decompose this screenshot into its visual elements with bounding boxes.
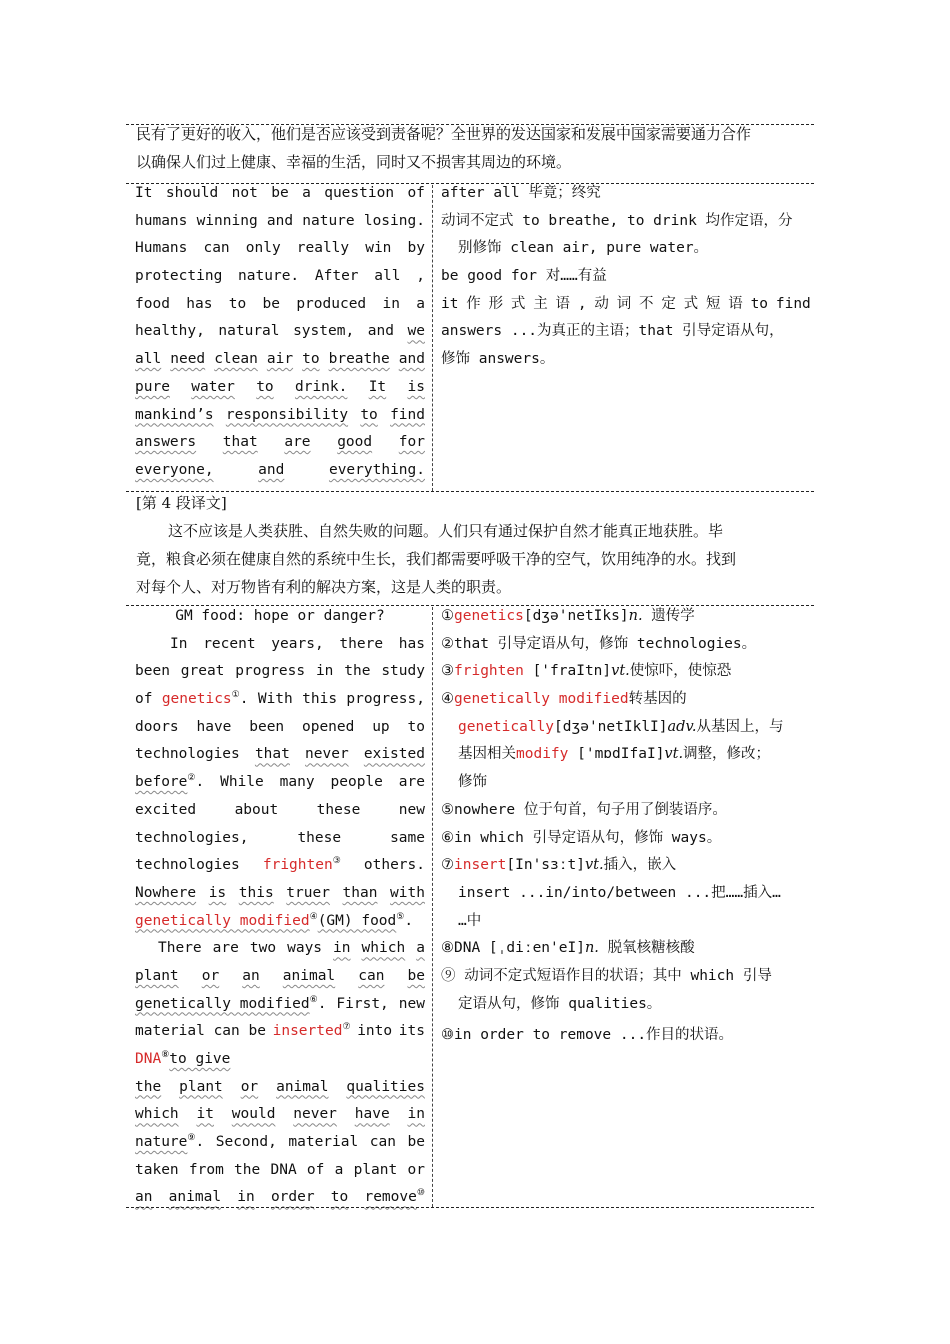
note-token: 式 [510, 295, 526, 312]
word: new [398, 801, 425, 818]
word: protecting [135, 268, 223, 285]
passage-line: genetically modified⑥. First, new [135, 994, 425, 1012]
word: all [135, 351, 162, 368]
passage-line: Nowhere is this truer than with [135, 884, 425, 901]
vocab-dna: DNA [135, 1051, 162, 1067]
passage-line [135, 658, 425, 686]
word: nature. [238, 268, 300, 285]
word: opened [301, 718, 355, 735]
word: need [170, 351, 206, 368]
word: to [228, 295, 247, 312]
note-token: 形 [488, 295, 504, 312]
word: progress [235, 663, 306, 680]
note-token: find [775, 295, 811, 312]
word: technologies, [135, 829, 249, 846]
translation-paragraph-4 [136, 489, 808, 601]
passage-line [135, 402, 425, 430]
word: plant [179, 1078, 223, 1095]
word: Humans [135, 240, 188, 257]
note-7-usage: insert ...in/into/between ...把……插入… [458, 884, 781, 901]
word: would [231, 1106, 276, 1123]
word: food [135, 295, 170, 312]
word: about [234, 801, 279, 818]
note-10: ⑩in order to remove ...作目的状语。 [441, 1027, 734, 1044]
word: recent [203, 635, 256, 652]
word: or [407, 1161, 425, 1178]
text-line: 对每个人、对万物皆有利的解决方案，这是人类的职责。 [136, 578, 512, 596]
word: After [314, 268, 359, 285]
passage-line [135, 180, 425, 208]
divider [126, 1207, 814, 1208]
word: It [135, 185, 153, 201]
word: animal [276, 1078, 329, 1095]
word: that [222, 434, 258, 451]
word: animal [282, 967, 336, 984]
word: In [170, 635, 188, 652]
passage-title: GM food: hope or danger? [175, 608, 385, 624]
passage-line [135, 429, 425, 457]
gm-food-notes [441, 603, 811, 1050]
word: only [245, 240, 281, 257]
word: and [266, 212, 294, 229]
note-token: 语 [728, 295, 743, 312]
word: taken [135, 1161, 179, 1178]
passage-line: of genetics①. With this progress, [135, 690, 425, 708]
word: been [249, 718, 285, 735]
passage-line: an animal in order to remove⑩ [135, 1188, 425, 1206]
text-line: 以确保人们过上健康、幸福的生活，同时又不损害其周边的环境。 [136, 153, 572, 171]
word: of [407, 185, 425, 201]
word: not [231, 185, 258, 201]
word: or [240, 1078, 259, 1095]
word: responsibility [225, 406, 349, 423]
word: these [297, 829, 342, 846]
word: which [135, 1106, 179, 1123]
word: by [407, 240, 425, 257]
note-1: ①genetics[dʒə'netIks]n. 遗传学 [441, 608, 695, 624]
word: all [374, 268, 401, 285]
note-token: it [441, 295, 459, 312]
note-be-good-for: be good for 对……有益 [441, 268, 607, 285]
note-2: ②that 引导定语从句，修饰 technologies。 [441, 635, 757, 652]
passage-line [135, 235, 425, 263]
word: to [407, 718, 425, 735]
word: and [258, 461, 285, 478]
text-line: 民有了更好的收入，他们是否应该受到责备呢？全世界的发达国家和发展中国家需要通力合作 [136, 125, 752, 143]
word: in [315, 663, 334, 680]
word: same [390, 829, 425, 846]
passage-line [135, 457, 425, 485]
note-6: ⑥in which 引导定语从句，修饰 ways。 [441, 829, 722, 846]
word: these [316, 801, 361, 818]
passage-line: genetically modified④(GM) food⑤. [135, 911, 414, 929]
gm-food-passage [135, 603, 425, 1212]
word: never [293, 1106, 337, 1123]
word: doors [135, 718, 179, 735]
word: for [398, 434, 425, 451]
word: to [256, 378, 274, 395]
word: years, [271, 635, 324, 652]
passage-line [135, 825, 425, 853]
note-token: 词 [616, 295, 632, 312]
word: from [188, 1161, 224, 1178]
word: an [242, 967, 260, 984]
note-token: 定 [661, 295, 676, 312]
word: breathe [328, 351, 390, 368]
word: be [271, 185, 289, 201]
passage-line [135, 797, 425, 825]
word: to [360, 406, 378, 423]
passage-line [135, 631, 425, 659]
passage-line: material can be inserted⑦ into its [135, 1022, 425, 1040]
note-4-genetically: genetically[dʒə'netIklI]adv.从基因上，与 [458, 718, 784, 735]
note-token: 不 [639, 295, 654, 312]
passage-line: DNA⑧to give [135, 1050, 231, 1067]
word: pure [135, 378, 170, 395]
section-label: [第 4 段译文] [136, 494, 227, 512]
note-it-subject-cont: answers ...为真正的主语；that 引导定语从句， [441, 323, 784, 340]
word: It [368, 378, 387, 395]
passage-column [135, 180, 425, 485]
word: a [302, 185, 311, 201]
note-token: 语 [555, 295, 571, 312]
note-7: ⑦insert[In'sɜːt]vt.插入，嵌入 [441, 857, 677, 874]
word: plant [135, 967, 179, 984]
note-5: ⑤nowhere 位于句首，句子用了倒装语序。 [441, 801, 727, 818]
word: plant [353, 1161, 398, 1178]
note-9: ⑨ 动词不定式短语作目的状语；其中 which 引导 [441, 967, 772, 984]
passage-line: technologies that never existed [135, 746, 425, 763]
word: everything. [328, 461, 425, 478]
note-3: ③frighten ['fraItn]vt.使惊吓，使惊恐 [441, 663, 732, 680]
word: losing. [363, 212, 425, 229]
column-divider [432, 185, 433, 491]
word: should [165, 185, 219, 201]
word: everyone, [135, 461, 214, 478]
note-token: to [750, 295, 769, 312]
word: humans [135, 212, 188, 229]
note-token: 式 [683, 295, 699, 312]
passage-line: nature⑨. Second, material can be [135, 1133, 425, 1151]
passage-line: before②. While many people are [135, 773, 425, 791]
word: good [337, 434, 373, 451]
word: nature [302, 212, 355, 229]
passage-line [135, 263, 425, 291]
word: we [407, 323, 425, 340]
word: is [407, 378, 425, 395]
word: great [180, 663, 225, 680]
passage-line [135, 346, 425, 374]
passage-line [135, 1101, 425, 1129]
word: to [302, 351, 320, 368]
word: drink. [294, 378, 348, 395]
word: excited [135, 801, 197, 818]
word: clean [214, 351, 258, 368]
passage-line [135, 1157, 425, 1185]
word: the [234, 1161, 261, 1178]
word: winning [196, 212, 258, 229]
word: , [416, 268, 425, 285]
word: and [367, 323, 394, 340]
note-token: 动 [594, 295, 609, 312]
note-4-end: 修饰 [458, 774, 487, 791]
passage-line [135, 963, 425, 991]
word: it [196, 1106, 214, 1123]
note-token: 主 [533, 295, 548, 312]
passage-line: technologies frighten③ others. [135, 856, 425, 874]
word: system, [293, 323, 355, 340]
note-9-cont: 定语从句，修饰 qualities。 [458, 995, 662, 1012]
passage-line [135, 318, 425, 346]
word: a [416, 295, 425, 312]
note-infinitive: 动词不定式 to breathe, to drink 均作定语，分 [441, 212, 793, 229]
word: can [358, 967, 385, 984]
word: a [334, 1161, 344, 1178]
note-4-modify: 基因相关modify ['mɒdIfaI]vt.调整，修改； [458, 746, 771, 763]
text-line: 竟，粮食必须在健康自然的系统中生长，我们都需要呼吸干净的空气，饮用纯净的水。找到 [136, 550, 737, 568]
passage-line [135, 374, 425, 402]
word: air [266, 351, 294, 368]
vocab-genetically-modified: genetically modified [135, 912, 310, 929]
word: the [344, 663, 371, 680]
word: really [296, 240, 350, 257]
word: have [196, 718, 232, 735]
note-8: ⑧DNA [ˌdiːen'eI]n. 脱氧核糖核酸 [441, 940, 695, 957]
column-divider [432, 607, 433, 1207]
note-7-end: …中 [458, 912, 482, 929]
word: healthy, [135, 323, 205, 340]
word: can [203, 240, 230, 257]
word: has [398, 635, 425, 652]
note-token: 短 [705, 295, 721, 312]
word: are [284, 434, 311, 451]
translation-paragraph-3 [136, 120, 808, 176]
word: win [365, 240, 392, 257]
word: have [354, 1106, 390, 1123]
word: study [381, 663, 425, 680]
note-after-all: after all 毕竟；终究 [441, 185, 601, 201]
word: of [306, 1161, 325, 1178]
word: question [324, 185, 395, 201]
passage-line [135, 714, 425, 742]
passage-line [135, 208, 425, 236]
text-line: 这不应该是人类获胜、自然失败的问题。人们只有通过保护自然才能真正地获胜。毕 [168, 522, 724, 540]
word: been [135, 663, 170, 680]
word: the [135, 1078, 162, 1095]
vocab-frighten: frighten [262, 857, 333, 874]
word: produced [296, 295, 367, 312]
word: or [201, 967, 220, 984]
word: qualities [346, 1078, 425, 1095]
word: mankind’s [135, 406, 214, 423]
word: find [390, 406, 425, 423]
word: be [262, 295, 280, 312]
word: be [407, 967, 425, 984]
word: in [382, 295, 400, 312]
note-token: , [577, 295, 587, 312]
vocab-inserted: inserted [272, 1023, 343, 1040]
word: has [186, 295, 213, 312]
word: in [407, 1106, 425, 1123]
passage-line: There are two ways in which a [158, 940, 425, 957]
notes-column [441, 180, 811, 374]
word: answers [135, 434, 197, 451]
vocab-genetics: genetics [161, 691, 232, 708]
word: DNA [270, 1161, 297, 1178]
word: natural [218, 323, 280, 340]
note-it-subject [441, 291, 811, 319]
note-it-subject-end: 修饰 answers。 [441, 351, 555, 368]
passage-line [135, 1074, 425, 1102]
word: and [398, 351, 425, 368]
note-infinitive-cont: 别修饰 clean air, pure water。 [458, 240, 709, 257]
passage-line [135, 291, 425, 319]
word: there [339, 635, 384, 652]
note-token: 作 [466, 295, 481, 312]
note-4: ④genetically modified转基因的 [441, 691, 687, 708]
word: water [191, 378, 235, 395]
word: up [372, 718, 390, 735]
